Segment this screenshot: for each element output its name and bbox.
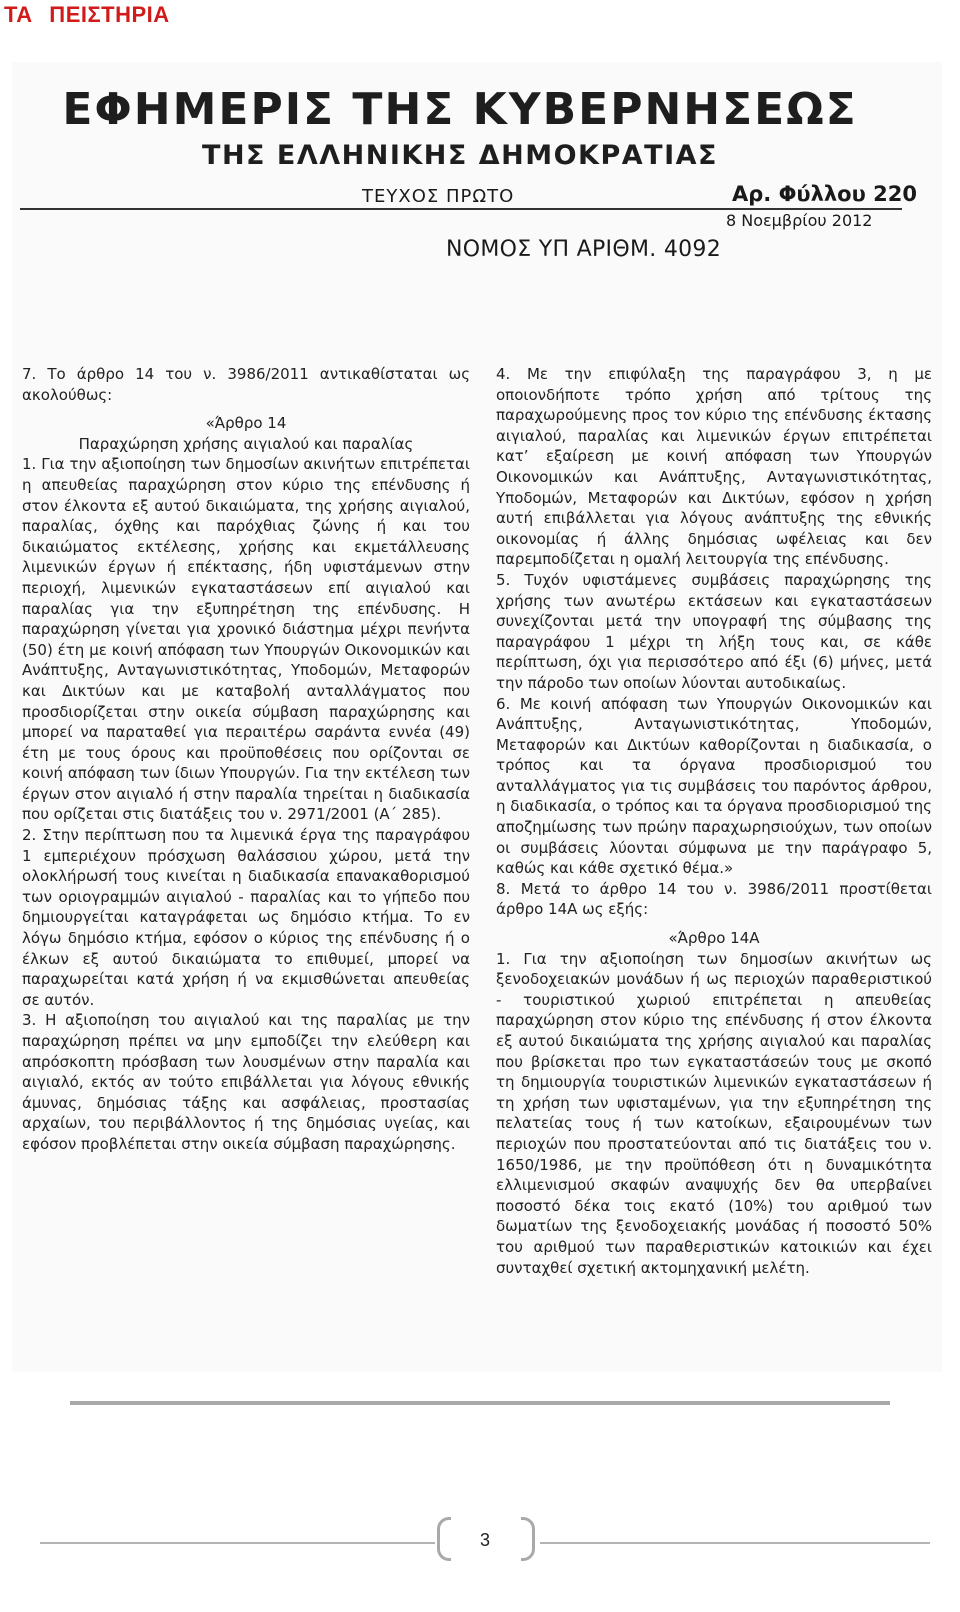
paragraph: 4. Με την επιφύλαξη της παραγράφου 3, η με οποιονδήποτε τρόπο χρήση από τρίτους της παραχωρούμενης προς τον κύριο της επένδυσης έκτασης αιγιαλού, παραλίας και λιμενικών έργων επιτρέπεται κατ’ εξαίρεση με κοινή απόφαση των Υπουργών Οικονομικών και Ανάπτυξης, Ανταγωνιστικότητας, Υποδομών, Μεταφορών και Δικτύων, εφόσον η χρήση αυτή επιβάλλεται για λόγους ανάπτυξης της εθνικής οικονομίας ή άλλης δημόσιας ωφέλειας και δεν παρεμποδίζεται η ομαλή λειτουργία της επένδυσης. — [496, 365, 932, 569]
article-heading: «Άρθρο 14Α — [668, 929, 760, 948]
article-heading: «Άρθρο 14 — [205, 414, 287, 433]
gazette-date: 8 Νοεμβρίου 2012 — [726, 211, 873, 230]
page-number-bracket-left — [437, 1517, 451, 1561]
header-rule — [20, 208, 902, 210]
footer-rule-right — [540, 1542, 930, 1544]
gazette-scan — [12, 62, 942, 1372]
gazette-sheet-number: Αρ. Φύλλου 220 — [732, 182, 917, 206]
paragraph: 1. Για την αξιοποίηση των δημοσίων ακινήτων ως ξενοδοχειακών μονάδων ή ως περιοχών παραθεριστικού - τουριστικού χωριού επιτρέπεται η απευθείας παραχώρηση στον κύριο της επένδυσης ή στον έλκοντα εξ αυτού δικαιώματα της χρήσης αιγιαλού και παραλίας που βρίσκεται προ των εγκαταστάσεών τους με σκοπό τη δημιουργία τουριστικών λιμενικών εγκαταστάσεων ή τη χρήση των υφισταμένων, για την εξυπηρέτηση της πελατείας τους ή των κατοίκων, εξαιρουμένων των περιοχών που προστατεύονται από τις διατάξεις του ν. 1650/1986, με την προϋπόθεση ότι η δυναμικότητα ελλιμενισμού σκαφών αναψυχής δεν θα υπερβαίνει ποσοστό δέκα τοις εκατό (10%) του αριθμού των δωματίων της ξενοδοχειακής μονάδας ή ποσοστό 50% του αριθμού των παραθεριστικών κατοικιών και έχει συνταχθεί σχετική ακτομηχανική μελέτη. — [496, 949, 932, 1277]
law-number: ΝΟΜΟΣ ΥΠ ΑΡΙΘΜ. 4092 — [446, 237, 722, 262]
paragraph: 3. Η αξιοποίηση του αιγιαλού και της παραλίας με την παραχώρηση πρέπει να μην εμποδίζει την ελεύθερη και απρόσκοπτη πρόσβαση των λουσμένων στην παραλία και αιγιαλό, εκτός αν τούτο επιβάλλεται για λόγους εθνικής άμυνας, δημόσιας τάξης και ασφάλειας, προστασίας αρχαίων, του περιβάλλοντος ή της δημόσιας υγείας, και εφόσον προβλέπεται στην οικεία σύμβαση παραχώρησης. — [22, 1011, 470, 1153]
paragraph: 2. Στην περίπτωση που τα λιμενικά έργα της παραγράφου 1 εμπεριέχουν πρόσχωση θαλάσσιου χώρου, μετά την ολοκλήρωσή τους κινείται η διαδικασία επανακαθορισμού των οριογραμμών αιγιαλού - παραλίας και το γήπεδο που δημιουργείται καταγράφεται ως δημόσιο κτήμα. Το εν λόγω δημόσιο κτήμα, εφόσον ο κύριος της επένδυσης ή ο έλκων εξ αυτού δικαιώματα το επιθυμεί, μπορεί να παραχωρείται κατά χρήση ή να εκμισθώνεται απευθείας σε αυτόν. — [22, 826, 470, 1009]
paragraph: 7. Το άρθρο 14 του ν. 3986/2011 αντικαθίσταται ως ακολούθως: — [22, 365, 470, 404]
gazette-issue: ΤΕΥΧΟΣ ΠΡΩΤΟ — [362, 186, 515, 207]
paragraph: 8. Μετά το άρθρο 14 του ν. 3986/2011 προστίθεται άρθρο 14Α ως εξής: — [496, 879, 932, 919]
gazette-subtitle: ΤΗΣ ΕΛΛΗΝΙΚΗΣ ΔΗΜΟΚΡΑΤΙΑΣ — [202, 140, 718, 171]
article-subheading: Παραχώρηση χρήσης αιγιαλού και παραλίας — [78, 434, 414, 453]
header-title: ΤΑ ΠΕΙΣΤΗΡΙΑ — [4, 2, 170, 27]
page-number: 3 — [479, 1530, 490, 1550]
paragraph: 1. Για την αξιοποίηση των δημοσίων ακινήτων επιτρέπεται η απευθείας παραχώρηση στον κύριο της επένδυσης ή στον έλκοντα εξ αυτού δικαιώματα, της χρήσης αιγιαλού, παραλίας, όχθης και παρόχθιας ζώνης ή και του δικαιώματος εκτέλεσης, χρήσης και εκμετάλλευσης λιμενικών έργων ή επέκτασης, ήδη υφιστάμενων στην περιοχή, λιμενικών εγκαταστάσεων επί αιγιαλού και παραλίας για την εξυπηρέτηση της επένδυσης. Η παραχώρηση γίνεται για χρονικό διάστημα μέχρι πενήντα (50) έτη με κοινή απόφαση των Υπουργών Οικονομικών και Ανάπτυξης, Ανταγωνιστικότητας, Υποδομών, Μεταφορών και Δικτύων και με καταβολή ανταλλάγματος που προσδιορίζεται στην οικεία σύμβαση παραχώρησης και μπορεί να παραταθεί για περαιτέρω σαράντα εννέα (49) έτη με τους όρους και προϋποθέσεις που ορίζονται σε κοινή απόφαση των ίδιων Υπουργών. Για την εκτέλεση των έργων στον αιγιαλό ή στην παραλία τηρείται η διαδικασία που ορίζεται στις διατάξεις του ν. 2971/2001 (Α΄ 285). — [22, 455, 470, 824]
paragraph: 6. Με κοινή απόφαση των Υπουργών Οικονομικών και Ανάπτυξης, Ανταγωνιστικότητας, Υποδομών, Μεταφορών και Δικτύων καθορίζονται η διαδικασία, ο τρόπος και τα όργανα προσδιορισμού του ανταλλάγματος για τις συμβάσεις του παρόντος άρθρου, η διαδικασία, ο τρόπος και τα όργανα προσδιορισμού της αποζημίωσης των πρώην παραχωρησιούχων, των οποίων οι συμβάσεις λύονται σύμφωνα με την παράγραφο 5, καθώς και κάθε σχετικό θέμα.» — [496, 694, 932, 878]
left-column — [22, 364, 470, 1155]
section-divider — [70, 1401, 890, 1405]
right-column — [496, 364, 932, 1278]
paragraph: 5. Τυχόν υφιστάμενες συμβάσεις παραχώρησης της χρήσης των ανωτέρω εκτάσεων και εγκαταστάσεων συνεχίζονται μετά την υπογραφή της σύμβασης της παραγράφου 1 μέχρι τη λήξη τους και, σε κάθε περίπτωση, όχι για περισσότερο από έξι (6) μήνες, μετά την πάροδο των οποίων λύονται αυτοδικαίως. — [496, 570, 932, 692]
gazette-title: ΕΦΗΜΕΡΙΣ ΤΗΣ ΚΥΒΕΡΝΗΣΕΩΣ — [62, 84, 858, 135]
page-number-bracket-right — [521, 1517, 535, 1561]
footer-rule-left — [40, 1542, 435, 1544]
